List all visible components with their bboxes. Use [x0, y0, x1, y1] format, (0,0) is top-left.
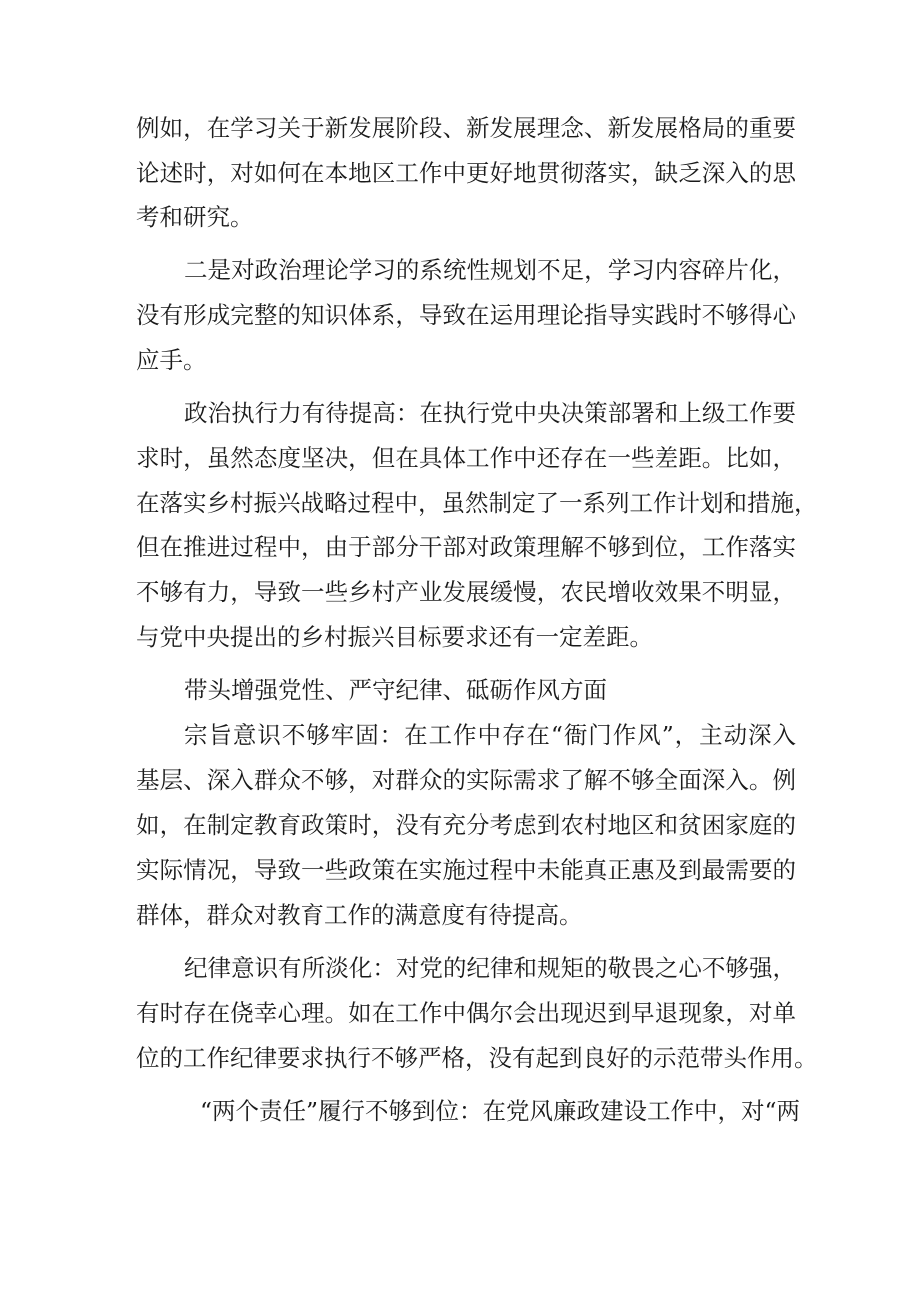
text-line: 求时，虽然态度坚决，但在具体工作中还存在一些差距。比如，	[136, 444, 796, 472]
text-line: 但在推进过程中，由于部分干部对政策理解不够到位，工作落实	[136, 533, 796, 561]
text-line: 应手。	[136, 346, 207, 374]
text-line: 没有形成完整的知识体系，导致在运用理论指导实践时不够得心	[136, 301, 796, 329]
paragraph-first-line: 纪律意识有所淡化：对党的纪律和规矩的敬畏之心不够强，	[184, 954, 796, 982]
text-line: 与党中央提出的乡村振兴目标要求还有一定差距。	[136, 623, 653, 651]
paragraph-first-line: 政治执行力有待提高：在执行党中央决策部署和上级工作要	[184, 399, 796, 427]
text-line: 位的工作纪律要求执行不够严格，没有起到良好的示范带头作用。	[136, 1044, 818, 1072]
section-heading: 带头增强党性、严守纪律、砥砺作风方面	[184, 676, 607, 704]
text-line: 实际情况，导致一些政策在实施过程中未能真正惠及到最需要的	[136, 856, 796, 884]
paragraph-first-line: “两个责任”履行不够到位：在党风廉政建设工作中，对“两	[200, 1097, 801, 1125]
text-line: 基层、深入群众不够，对群众的实际需求了解不够全面深入。例	[136, 766, 796, 794]
text-line: 有时存在侥幸心理。如在工作中偶尔会出现迟到早退现象，对单	[136, 999, 796, 1027]
text-line: 如，在制定教育政策时，没有充分考虑到农村地区和贫困家庭的	[136, 811, 796, 839]
paragraph-first-line: 二是对政治理论学习的系统性规划不足，学习内容碎片化，	[184, 256, 796, 284]
text-line: 不够有力，导致一些乡村产业发展缓慢，农民增收效果不明显，	[136, 578, 796, 606]
text-line: 例如，在学习关于新发展阶段、新发展理念、新发展格局的重要	[136, 114, 796, 142]
text-line: 论述时，对如何在本地区工作中更好地贯彻落实，缺乏深入的思	[136, 159, 796, 187]
text-line: 在落实乡村振兴战略过程中，虽然制定了一系列工作计划和措施，	[136, 489, 818, 517]
text-line: 考和研究。	[136, 203, 254, 231]
paragraph-first-line: 宗旨意识不够牢固：在工作中存在“衙门作风”，主动深入	[184, 721, 796, 749]
text-line: 群体，群众对教育工作的满意度有待提高。	[136, 901, 583, 929]
